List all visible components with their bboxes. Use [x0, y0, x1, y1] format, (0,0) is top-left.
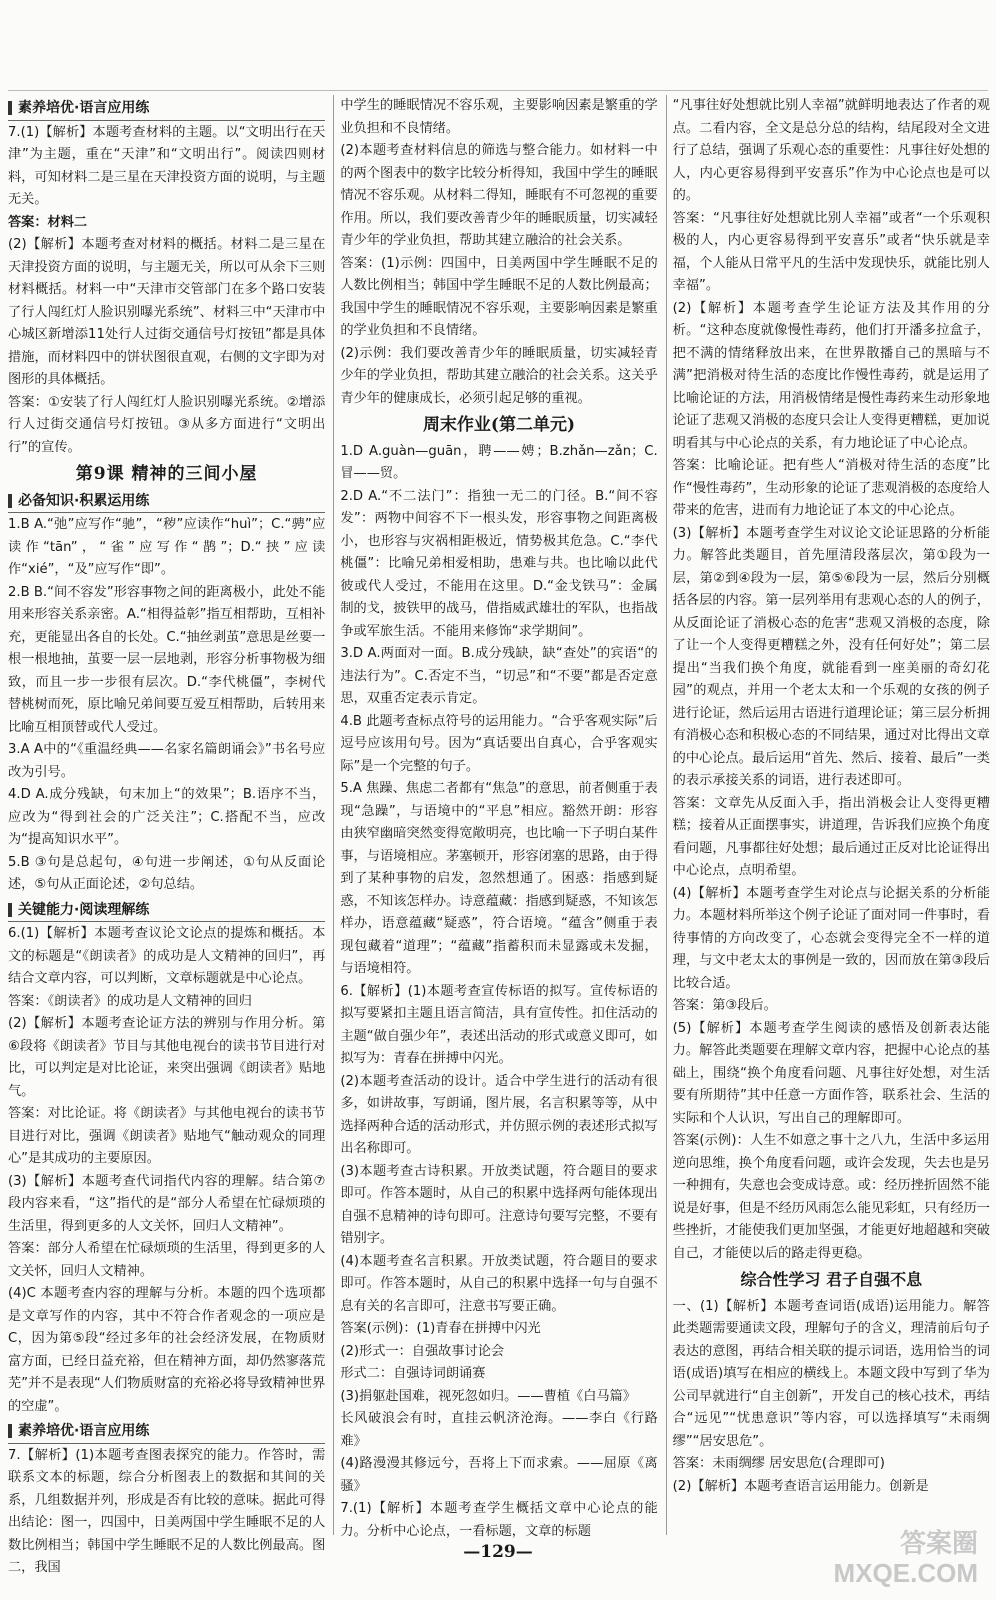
answer-text: 答案：比喻论证。把有些人“消极对待生活的态度”比作“慢性毒药”，生动形象的论证了悲观消极的态度给人带来的危害，进而有力地论证了本文的中心论点。	[672, 458, 990, 518]
paragraph: (4)本题考查名言积累。开放类试题，符合题目的要求即可。作答本题时，从自己的积累中选择一句与自强不息有关的名言即可，注意书写要正确。	[340, 1253, 658, 1314]
answer-text: (4)路漫漫其修远兮，吾将上下而求索。——屈原《离骚》	[340, 1456, 658, 1494]
answer-text: (3)捐躯赴国难，视死忽如归。——曹植《白马篇》	[340, 1388, 636, 1404]
paragraph: (3)【解析】本题考查代词指代内容的理解。结合第⑦段内容来看，“这”指代的是“部分人希望在忙碌烦琐的生活里，得到更多的人文关怀，回归人文精神”。	[8, 1173, 326, 1234]
question-answer: 2.B B.“间不容发”形容事物之间的距离极小，此处不能用来形容关系亲密。A.“相得益彰”指互相帮助，互相补充，更能显出各自的长处。C.“抽丝剥茧”意思是丝要一根一根地抽，茧要一层一层地剥，形容分析事物极为细致，而且一步一步很有层次。D.“李代桃僵”，李树代替桃树而死，原比喻兄弟间要互爱互相帮助，后转用来比喻互相顶替或代人受过。	[8, 584, 326, 735]
paragraph: (4)C 本题考查内容的理解与分析。本题的四个选项都是文章写作的内容，其中不符合作者观念的一项应是C，因为第⑤段“经过多年的社会经济发展，在物质财富方面，已经日益充裕，但在精神方面，却仍然寥落荒芜”并不是表现“人们物质财富的充裕必将导致精神世界的空虚”。	[8, 1286, 326, 1414]
answer-text: 答案：①安装了行人闯红灯人脸识别曝光系统。②增添行人过街交通信号灯按钮。③从多方面进行“文明出行”的宣传。	[8, 394, 326, 455]
answer-text: 答案：《朗读者》的成功是人文精神的回归	[8, 993, 252, 1009]
page-number: —129—	[463, 1542, 533, 1562]
column-middle	[333, 95, 658, 1539]
watermark-logo	[834, 1528, 978, 1588]
lesson-title: 第9课 精神的三间小屋	[75, 464, 258, 484]
section-header: 素养培优·语言应用练	[8, 1420, 325, 1444]
paragraph: (3)【解析】本题考查学生对议论文论证思路的分析能力。解答此类题目，首先厘清段落层次，第①段为一层，第②到④段为一层，第⑤⑥段为一层，然后分别概括各层的内容。第一层列举用有悲观心态的人的例子，从反面论证了消极心态的危害“悲观又消极的态度，除了让一个人变得更糟糕之外，没有任何好处”；第二层提出“当我们换个角度，就能看到一座美丽的奇幻花园”的观点，并用一个老太太和一个乐观的女孩的例子进行论证，然后运用古语进行道理论证；第三层分析拥有消极心态和积极心态的不同结果，通过对比得出文章的中心论点。最后运用“首先、然后、接着、最后”一类的表示承接关系的词语，进行表述即可。	[672, 525, 990, 788]
paragraph: (2)【解析】本题考查语言运用能力。创新是	[672, 1478, 929, 1494]
answer-text: 答案(示例)：(1)青春在拼搏中闪光	[340, 1321, 541, 1336]
paragraph: 7.(1)【解析】本题考查学生概括文章中心论点的能力。分析中心论点，一看标题，文章的标题	[340, 1501, 658, 1539]
question-answer: 3.D A.两面对一面。B.成分残缺，缺“查处”的宾语“的违法行为”。C.否定不当，“切忌”和“不要”都是否定意思，双重否定表示肯定。	[340, 646, 658, 706]
question-answer: 5.B ③句是总起句，④句进一步阐述，①句从反面论述，⑤句从正面论述，②句总结。	[8, 854, 326, 892]
paragraph: 7.(1)【解析】本题考查材料的主题。以“文明出行在天津”为主题，重在“天津”和“文明出行”。阅读四则材料，可知材料二是三星在天津投资方面的说明，与主题无关。	[8, 124, 326, 207]
question-answer: 4.B 此题考查标点符号的运用能力。“合乎客观实际”后逗号应该用句号。因为“真话要出自真心，合乎客观实际”是一个完整的句子。	[340, 713, 658, 774]
paragraph: (2)示例：我们要改善青少年的睡眠质量，切实减轻青少年的学业负担，帮助其建立融洽的社会关系。这关乎青少年的健康成长，必须引起足够的重视。	[340, 345, 658, 406]
section-header: 必备知识·积累运用练	[8, 490, 325, 514]
watermark-line1: 答案圈	[899, 1528, 978, 1558]
answer-text: 答案：文章先从反面入手，指出消极会让人变得更糟糕；接着从正面摆事实，讲道理，告诉我们应换个角度看问题，凡事都往好处想；最后通过正反对比论证得出中心论点，点明希望。	[672, 795, 990, 878]
answer-text: 答案(示例)：人生不如意之事十之八九，生活中多运用逆向思维，换个角度看问题，或许会发现，失去也是另一种拥有，失意也会变成诗意。或：经历挫折固然不能说是好事，但是不经历风雨怎么能见彩虹，只有经历一些挫折，才能使我们更加坚强，才能更好地超越和突破自己，才能使以后的路走得更稳。	[672, 1133, 990, 1261]
paragraph: (2)本题考查活动的设计。适合中学生进行的活动有很多，如讲故事，写朗诵，图片展，名言积累等等，从中选择两种合适的活动形式，并仿照示例的表述形式拟写出名称即可。	[340, 1073, 658, 1156]
paragraph: (2)本题考查材料信息的筛选与整合能力。如材料一中的两个图表中的数字比较分析得知，我国中学生的睡眠情况不容乐观。从材料二得知，睡眠有不可忽视的重要作用。所以，我们要改善青少年的睡眠质量，切实减轻青少年的学业负担，帮助其建立融洽的社会关系。	[340, 143, 658, 248]
column-right	[666, 95, 990, 1535]
top-rule	[8, 90, 988, 91]
answer-text: 答案：第③段后。	[672, 998, 777, 1013]
watermark-line2: MXQE.COM	[833, 1558, 978, 1588]
paragraph: 一、(1)【解析】本题考查词语(成语)运用能力。解答此类题需要通读文段，理解句子的含义，理清前后句子表达的意图，再结合相关联的提示词语，选用恰当的词语(成语)填写在相应的横线上。本题文段中写到了华为公司早就进行“自主创新”，开发自己的核心技术，再结合“远见”“忧患意识”等内容，可以选择填写“未雨绸缪”“居安思危”。	[672, 1298, 990, 1449]
paragraph: (2)【解析】本题考查论证方法的辨别与作用分析。第⑥段将《朗读者》节目与其他电视台的读书节目进行对比，可以判定是对比论证，来突出强调《朗读者》贴地气。	[8, 1016, 326, 1099]
comprehensive-study-title: 综合性学习 君子自强不息	[740, 1270, 923, 1289]
section-header: 关键能力·阅读理解练	[8, 899, 325, 923]
question-answer: 1.B A.“弛”应写作“驰”，“秽”应读作“huì”；C.“骋”应读作“tān”，“雀”应写作“鹊”；D.“挟”应读作“xié”，“及”应写作“即”。	[8, 517, 326, 577]
paragraph: (5)【解析】本题考查学生阅读的感悟及创新表达能力。解答此类题要在理解文章内容，把握中心论点的基础上，围绕“换个角度看问题、凡事往好处想，对生活要有所期待”其中任意一方面作答，联系社会、生活的实际和个人认识，写出自己的理解即可。	[672, 1020, 990, 1126]
paragraph: (3)本题考查古诗积累。开放类试题，符合题目的要求即可。作答本题时，从自己的积累中选择两句能体现出自强不息精神的诗句即可。注意诗句要写完整，不要有错别字。	[340, 1163, 658, 1246]
paragraph: 中学生的睡眠情况不容乐观，主要影响因素是繁重的学业负担和不良情绪。	[340, 98, 658, 136]
answer-text: 答案：对比论证。将《朗读者》与其他电视台的读书节目进行对比，强调《朗读者》贴地气“触动观众的同理心”是其成功的主要原因。	[8, 1106, 326, 1166]
question-answer: 3.A A中的“《重温经典——名家名篇朗诵会》”书名号应改为引号。	[8, 742, 326, 780]
question-answer: 2.D A.“不二法门”：指独一无二的门径。B.“间不容发”：两物中间容不下一根头发，形容事物之间距离极小，也形容与灾祸相距极近，情势极其危急。C.“李代桃僵”：比喻兄弟相爱相助，患难与共。也比喻以此代彼或代人受过，不能用在这里。D.“金戈铁马”：金属制的戈，披铁甲的战马，借指威武雄壮的军队，也指战争或军旅生活。不能用来修饰“求学期间”。	[340, 488, 658, 639]
paragraph: (4)【解析】本题考查学生对论点与论据关系的分析能力。本题材料所举这个例子论证了面对同一件事时，看待事情的方向改变了，心态就会变得完全不一样的道理，与文中老太太的事例是一致的，因而放在第③段后比较合适。	[672, 885, 990, 991]
question-answer: 4.D A.成分残缺，句末加上“的效果”；B.语序不当，应改为“得到社会的广泛关注”；C.搭配不当，应改为“提高知识水平”。	[8, 787, 326, 847]
question-answer: 1.D A.guàn—guān，聘——娉；B.zhǎn—zǎn；C.冒——贸。	[340, 443, 658, 481]
answer-text: (2)形式一：自强故事讨论会	[340, 1343, 505, 1359]
answer-text: 答案：(1)示例：四国中，日美两国中学生睡眠不足的人数比例相当；韩国中学生睡眠不足的人数比例最高；我国中学生的睡眠情况不容乐观，主要影响因素是繁重的学业负担和不良情绪。	[340, 255, 658, 338]
question-answer: 5.A 焦躁、焦虑二者都有“焦急”的意思，前者侧重于表现“急躁”，与语境中的“平息”相应。豁然开朗：形容由狭窄幽暗突然变得宽敞明亮，也比喻一下子明白某件事，与语境相应。茅塞顿开，形容闭塞的思路，由于得到了某种事物的启发，忽然想通了。困惑：指感到疑惑，不知该怎样办。诗意蕴藏：指感到疑惑，不知该怎样办，语意蕴藏“疑惑”，符合语境。“蕴含”侧重于表现包藏着“道理”；“蕴藏”指蓄积而未显露或未发掘，与语境相符。	[340, 781, 658, 976]
paragraph: 6.(1)【解析】本题考查议论文论点的提炼和概括。本文的标题是“《朗读者》的成功是人文精神的回归”，再结合文章内容，可以判断，文章标题就是中心论点。	[8, 926, 326, 986]
paragraph: (2)【解析】本题考查学生论证方法及其作用的分析。“这种态度就像慢性毒药，他们打开潘多拉盒子，把不满的情绪释放出来，在世界散播自己的黑暗与不满”把消极对待生活的态度比作慢性毒药，就是运用了比喻论证的方法，用消极情绪是慢性毒药来生动形象地论证了悲观又消极的态度只会让人变得更糟糕，更加说明看其与中心论点的关系，有力地论证了中心论点。	[672, 300, 990, 451]
column-left	[8, 95, 326, 1575]
answer-text: 长风破浪会有时，直挂云帆济沧海。——李白《行路难》	[340, 1411, 658, 1449]
weekly-homework-title: 周末作业(第二单元)	[422, 415, 576, 435]
paragraph: (2)【解析】本题考查对材料的概括。材料二是三星在天津投资方面的说明，与主题无关，所以可从余下三则材料概括。材料一中“天津市交管部门在多个路口安装了行人闯红灯人脸识别曝光系统”、材料三中“天津市中心城区新增添11处行人过街交通信号灯按钮”都是具体措施，而材料四中的饼状图很直观，右侧的文字即为对图形的具体概括。	[8, 237, 326, 387]
paragraph: 7.【解析】(1)本题考查图表探究的能力。作答时，需联系文本的标题，综合分析图表上的数据和其间的关系，几组数据并列，形成是否有比较的意味。据此可得出结论：图一，四国中，日美两国中学生睡眠不足的人数比例相当；韩国中学生睡眠不足的人数比例最高。图二，我国	[8, 1447, 326, 1575]
section-header: 素养培优·语言应用练	[8, 97, 325, 121]
answer-text: 答案：部分人希望在忙碌烦琐的生活里，得到更多的人文关怀，回归人文精神。	[8, 1241, 326, 1279]
answer-text: 形式二：自强诗词朗诵赛	[340, 1366, 486, 1381]
answer-text: 答案：材料二	[8, 214, 88, 230]
answer-text: 答案：未雨绸缪 居安思危(合理即可)	[672, 1456, 885, 1471]
answer-text: 答案：“凡事往好处想就比别人幸福”或者“一个乐观积极的人，内心更容易得到平安喜乐”或者“快乐就是幸福，个人能从日常平凡的生活中发现快乐，就能比别人幸福”。	[672, 210, 990, 293]
paragraph: 6.【解析】(1)本题考查宣传标语的拟写。宣传标语的拟写要紧扣主题且语言简洁，具有宣传性。扣住活动的主题“做自强少年”，表述出活动的形式或意义即可，如拟写为：青春在拼搏中闪光。	[340, 983, 658, 1066]
paragraph: “凡事往好处想就比别人幸福”就鲜明地表达了作者的观点。二看内容，全文是总分总的结构，结尾段对全文进行了总结，强调了乐观心态的重要性：凡事往好处想的人，内心更容易得到平安喜乐”作为中心论点也是可以的。	[672, 98, 990, 203]
